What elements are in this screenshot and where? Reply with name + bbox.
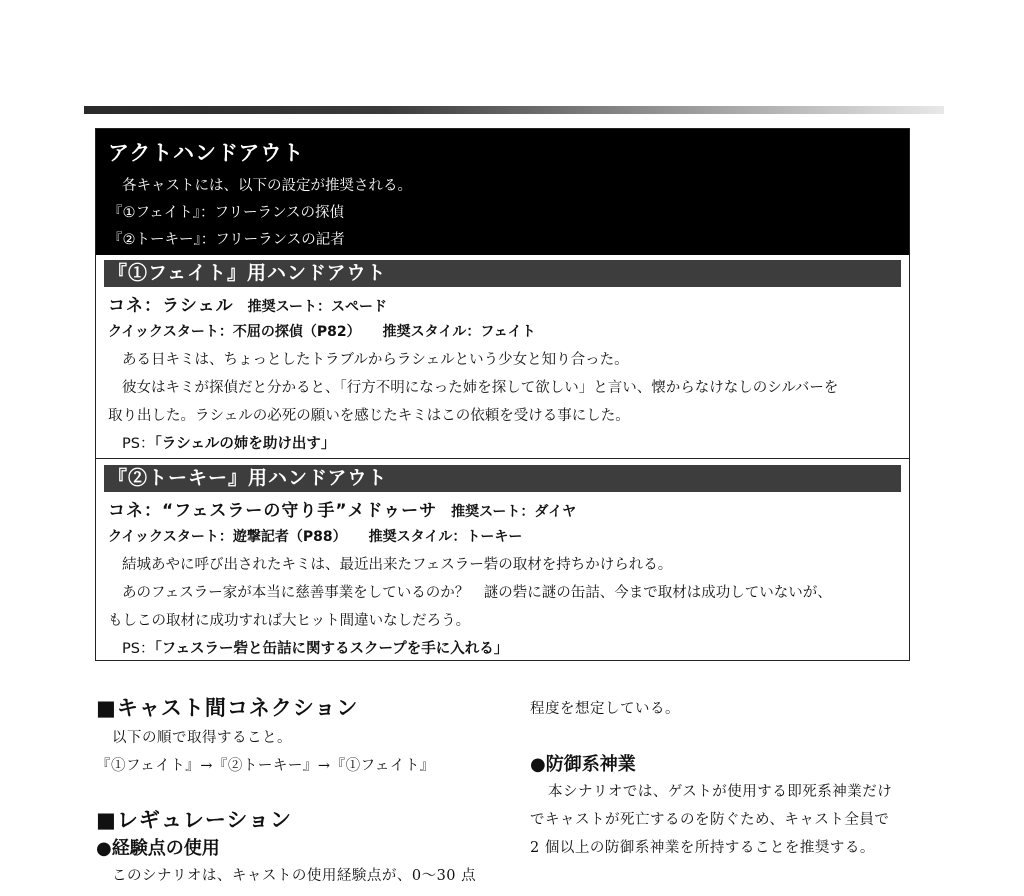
- regulation-heading: ■レギュレーション: [96, 807, 293, 832]
- handout2-ps-text: 「フェスラー砦と缶詰に関するスクープを手に入れる」: [154, 641, 509, 657]
- cast-connection-order: 『①フェイト』→『②トーキー』→『①フェイト』: [96, 758, 435, 774]
- handout1-ps: [122, 432, 335, 453]
- handout2-line2: あのフェスラー家が本当に慈善事業をしているのか？ 謎の砦に謎の缶詰、今まで取材は成功していないが、: [122, 585, 832, 601]
- handout1-line2: 彼女はキミが探偵だと分かると、「行方不明になった姉を探して欲しい」と言い、懐からなけなしのシルバーを: [122, 380, 839, 396]
- defense-line2: でキャストが死亡するのを防ぐため、キャスト全員で: [530, 812, 890, 828]
- cast-connection-heading: ■キャスト間コネクション: [96, 695, 359, 720]
- handout2-line3: もしこの取材に成功すれば大ヒット間違いなしだろう。: [108, 613, 471, 629]
- handout2-suit: 推奨スート：ダイヤ: [451, 504, 577, 520]
- handout2-style: 推奨スタイル：トーキー: [368, 529, 523, 545]
- handout2-kone-text: コネ：“フェスラーの守り手”メドゥーサ: [108, 501, 438, 521]
- defense-heading: ●防御系神業: [530, 754, 636, 775]
- handout2-kone: [108, 496, 576, 521]
- handout1-style: 推奨スタイル：フェイト: [382, 324, 536, 340]
- handout1-suit: 推奨スート：スペード: [247, 299, 387, 315]
- handout1-heading: 『①フェイト』用ハンドアウト: [104, 260, 901, 287]
- handout-divider: [96, 458, 909, 459]
- handout2-ps: [122, 637, 508, 658]
- handout1-ps-label: PS：: [122, 436, 155, 452]
- handout2-quickstart-row: [108, 526, 522, 546]
- defense-line3: 2 個以上の防御系神業を所持することを推奨する。: [530, 840, 875, 856]
- handout1-ps-text: 「ラシェルの姉を助け出す」: [154, 436, 336, 452]
- handout2-line1: 結城あやに呼び出されたキミは、最近出来たフェスラー砦の取材を持ちかけられる。: [122, 557, 673, 573]
- handout-box: [95, 128, 910, 661]
- act-handout-cast1: 『①フェイト』：フリーランスの探偵: [108, 205, 345, 221]
- experience-text: このシナリオは、キャストの使用経験点が、0〜30 点: [112, 868, 477, 884]
- defense-line1: 本シナリオでは、ゲストが使用する即死系神業だけ: [548, 784, 893, 800]
- cast-connection-text: 以下の順で取得すること。: [112, 730, 292, 746]
- handout1-kone-text: コネ：ラシェル: [108, 296, 234, 316]
- handout2-quickstart: クイックスタート：遊撃記者（P88）: [108, 529, 347, 545]
- act-handout-header: [96, 129, 909, 255]
- handout1-line1: ある日キミは、ちょっとしたトラブルからラシェルという少女と知り合った。: [122, 352, 629, 368]
- handout1-quickstart: クイックスタート：不屈の探偵（P82）: [108, 324, 361, 340]
- handout2-heading: 『②トーキー』用ハンドアウト: [104, 465, 901, 492]
- act-handout-intro: 各キャストには、以下の設定が推奨される。: [122, 178, 412, 194]
- handout2-ps-label: PS：: [122, 641, 155, 657]
- handout1-quickstart-row: [108, 321, 536, 341]
- header-gradient-bar: [84, 106, 944, 114]
- handout1-kone: [108, 291, 387, 316]
- experience-heading: ●経験点の使用: [96, 838, 220, 859]
- handout1-line3: 取り出した。ラシェルの必死の願いを感じたキミはこの依頼を受ける事にした。: [108, 408, 630, 424]
- act-handout-cast2: 『②トーキー』：フリーランスの記者: [108, 232, 345, 248]
- experience-continued: 程度を想定している。: [530, 701, 680, 717]
- act-handout-title: アクトハンドアウト: [108, 141, 305, 165]
